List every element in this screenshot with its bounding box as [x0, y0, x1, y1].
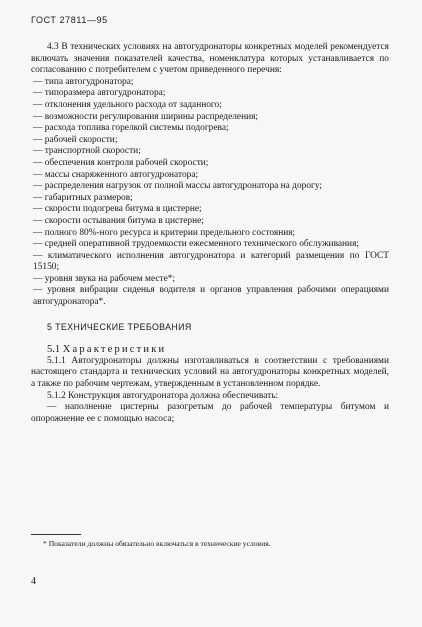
list-item: — полного 80%-ного ресурса и критерии предельного состояния; [33, 227, 296, 238]
body-text [31, 42, 389, 425]
subsection-number: 5.1 [47, 344, 61, 356]
list-item: — транспортной скорости; [33, 146, 141, 157]
list-item: — массы снаряженного автогудронатора; [33, 169, 199, 180]
footnote: * Показатели должны обязательно включаться в технические условия. [43, 539, 271, 548]
clause-4-3-intro: 4.3 В технических условиях на автогудронаторы конкретных моделей рекомендуется включать значения показателей качества, номенклатура которых устанавливается по согласованию с потребителем с учетом приведенного перечня: [31, 42, 389, 76]
clause-5-1-2: 5.1.2 Конструкция автогудронатора должна обеспечивать: [47, 390, 279, 401]
list-item: — климатического исполнения автогудронатора и категорий размещения по ГОСТ 15150; [33, 250, 389, 273]
clause-5-1-1: 5.1.1 Автогудронаторы должны изготавливаться в соответствии с требованиями настоящего стандарта и технических условий на автогудронаторы конкретных моделей, а также по рабочим чертежам, утвержденным в установленном порядке. [31, 355, 389, 390]
list-item: — средней оперативной трудоемкости ежесменного технического обслуживания; [33, 239, 359, 250]
list-item: — типа автогудронатора; [33, 76, 134, 87]
section-heading: 5 ТЕХНИЧЕСКИЕ ТРЕБОВАНИЯ [47, 321, 192, 332]
list-item: — типоразмера автогудронатора; [33, 88, 166, 99]
list-item: — скорости подогрева битума в цистерне; [33, 204, 202, 215]
list-item: — скорости остывания битума в цистерне; [33, 215, 204, 226]
list-item: — распределения нагрузок от полной массы автогудронатора на дорогу; [33, 181, 323, 192]
footnote-divider [31, 534, 81, 535]
list-item: — обеспечения контроля рабочей скорости; [33, 157, 209, 168]
quality-indicator-list [31, 77, 389, 309]
list-item: — габаритных размеров; [33, 192, 133, 203]
list-item: — уровня вибрации сиденья водителя и органов управления рабочими операциями автогудронатора*. [33, 285, 389, 308]
list-item: — уровня звука на рабочем месте*; [33, 273, 176, 284]
page-number: 4 [31, 576, 36, 587]
list-item: — отклонения удельного расхода от заданного; [33, 99, 222, 110]
list-item: — возможности регулирования ширины распределения; [33, 111, 259, 122]
list-item: — рабочей скорости; [33, 134, 118, 145]
subsection-heading [47, 344, 389, 356]
clause-5-1-2-item: — наполнение цистерны разогретым до рабочей температуры битумом и опорожнение ее с помощью насоса; [31, 402, 389, 424]
page-header: ГОСТ 27811—95 [31, 15, 108, 25]
subsection-title: Характеристики [62, 344, 167, 356]
list-item: — расхода топлива горелкой системы подогрева; [33, 123, 229, 134]
